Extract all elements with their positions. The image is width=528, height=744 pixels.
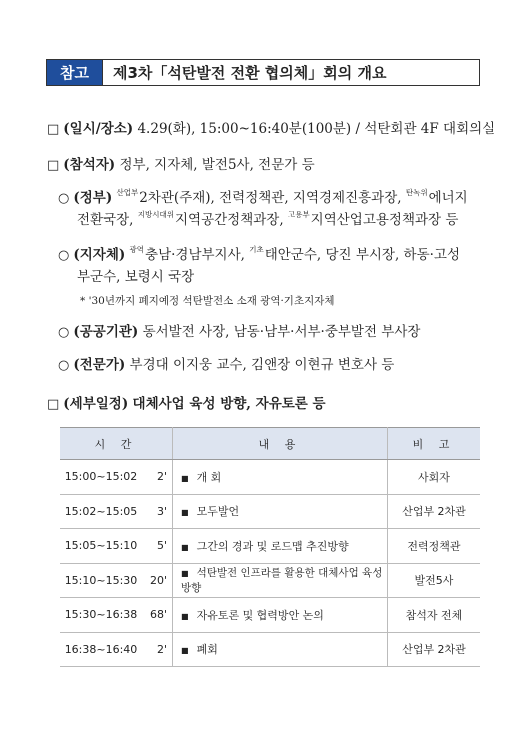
gov-sup-1: 산업부	[116, 188, 139, 197]
expert-value: 부경대 이지웅 교수, 김앤장 이현규 변호사 등	[129, 357, 395, 373]
circle-bullet-icon: ○	[58, 358, 70, 373]
circle-bullet-icon: ○	[58, 325, 70, 340]
square-bullet-icon: ■	[181, 646, 189, 656]
row-content-text: 개 회	[196, 470, 222, 484]
expert-label: (전문가)	[73, 357, 126, 373]
row-content	[173, 494, 388, 529]
row-duration: 5'	[142, 529, 173, 564]
schedule-header-row	[60, 428, 480, 460]
row-content	[173, 460, 388, 495]
header-time: 시 간	[60, 428, 173, 460]
reference-tag: 참고	[47, 60, 102, 85]
schedule-table	[60, 427, 480, 667]
gov-line-1	[58, 186, 468, 206]
table-row	[60, 598, 480, 633]
row-time: 15:02~15:05	[60, 494, 142, 529]
gov-label: (정부)	[73, 190, 113, 206]
attend-label: (참석자)	[63, 157, 116, 173]
square-bullet-icon: ■	[181, 473, 189, 483]
gov-text-2: 에너지	[428, 190, 468, 206]
gov-line-2	[77, 208, 458, 228]
row-content	[173, 632, 388, 667]
row-duration: 3'	[142, 494, 173, 529]
table-row	[60, 529, 480, 564]
row-duration: 68'	[142, 598, 173, 633]
square-bullet-icon: □	[47, 122, 60, 137]
table-row	[60, 494, 480, 529]
date-line	[47, 117, 495, 137]
public-line	[58, 320, 420, 340]
title-bar	[46, 59, 480, 86]
public-label: (공공기관)	[73, 324, 139, 340]
public-value: 동서발전 사장, 남동·남부·서부·중부발전 부사장	[142, 324, 421, 340]
square-bullet-icon: ■	[181, 569, 189, 579]
row-note: 산업부 2차관	[388, 494, 481, 529]
expert-line	[58, 353, 394, 373]
square-bullet-icon: □	[47, 158, 60, 173]
gov-sup-2: 탄녹위	[405, 188, 428, 197]
date-label: (일시/장소)	[63, 121, 134, 137]
row-note: 참석자 전체	[388, 598, 481, 633]
row-time: 15:30~16:38	[60, 598, 142, 633]
table-row	[60, 632, 480, 667]
row-content-text: 그간의 경과 및 로드맵 추진방향	[196, 539, 349, 553]
square-bullet-icon: ■	[181, 611, 189, 621]
local-line-1	[58, 243, 460, 263]
gov-sup-3: 지방시대위	[137, 210, 174, 219]
local-line-2	[77, 265, 194, 285]
circle-bullet-icon: ○	[58, 191, 70, 206]
attend-value: 정부, 지자체, 발전5사, 전문가 등	[119, 157, 315, 173]
gov-text-3: 전환국장,	[77, 212, 134, 228]
gov-text-1: 2차관(주재), 전력정책관, 지역경제진흥과장,	[139, 190, 402, 206]
row-time: 15:05~15:10	[60, 529, 142, 564]
date-value: 4.29(화), 15:00~16:40분(100분) / 석탄회관 4F 대회의실	[137, 121, 496, 137]
square-bullet-icon: ■	[181, 508, 189, 518]
row-content-text: 폐회	[196, 643, 218, 657]
row-note: 발전5사	[388, 563, 481, 598]
circle-bullet-icon: ○	[58, 248, 70, 263]
local-sup-2: 기초	[249, 245, 264, 254]
square-bullet-icon: ■	[181, 542, 189, 552]
local-label: (지자체)	[73, 247, 126, 263]
header-note: 비 고	[388, 428, 481, 460]
row-content-text: 자유토론 및 협력방안 논의	[196, 608, 324, 622]
row-note: 산업부 2차관	[388, 632, 481, 667]
row-time: 16:38~16:40	[60, 632, 142, 667]
local-sup-1: 광역	[129, 245, 145, 254]
row-duration: 2'	[142, 632, 173, 667]
square-bullet-icon: □	[47, 397, 60, 412]
table-row	[60, 563, 480, 598]
gov-text-4: 지역공간정책과장,	[175, 212, 284, 228]
row-duration: 2'	[142, 460, 173, 495]
detail-label: (세부일정)	[63, 396, 129, 412]
header-content: 내 용	[173, 428, 388, 460]
local-footnote: * '30년까지 폐지예정 석탄발전소 소재 광역·기초지자체	[80, 295, 335, 307]
row-content-text: 석탄발전 인프라를 활용한 대체사업 육성 방향	[181, 567, 383, 595]
row-content	[173, 529, 388, 564]
row-note: 사회자	[388, 460, 481, 495]
attend-line	[47, 153, 315, 173]
table-row	[60, 460, 480, 495]
gov-text-5: 지역산업고용정책과장 등	[310, 212, 459, 228]
document-title: 제3차「석탄발전 전환 협의체」회의 개요	[102, 60, 479, 85]
row-time: 15:00~15:02	[60, 460, 142, 495]
row-duration: 20'	[142, 563, 173, 598]
detail-line	[47, 392, 326, 412]
local-text-2: 태안군수, 당진 부시장, 하동·고성	[264, 247, 460, 263]
gov-sup-4: 고용부	[287, 210, 310, 219]
row-content	[173, 598, 388, 633]
local-text-3: 부군수, 보령시 국장	[77, 269, 195, 285]
row-content-text: 모두발언	[196, 505, 240, 519]
detail-value: 대체사업 육성 방향, 자유토론 등	[132, 396, 326, 412]
local-text-1: 충남·경남부지사,	[145, 247, 245, 263]
row-content	[173, 563, 388, 598]
row-note: 전력정책관	[388, 529, 481, 564]
row-time: 15:10~15:30	[60, 563, 142, 598]
